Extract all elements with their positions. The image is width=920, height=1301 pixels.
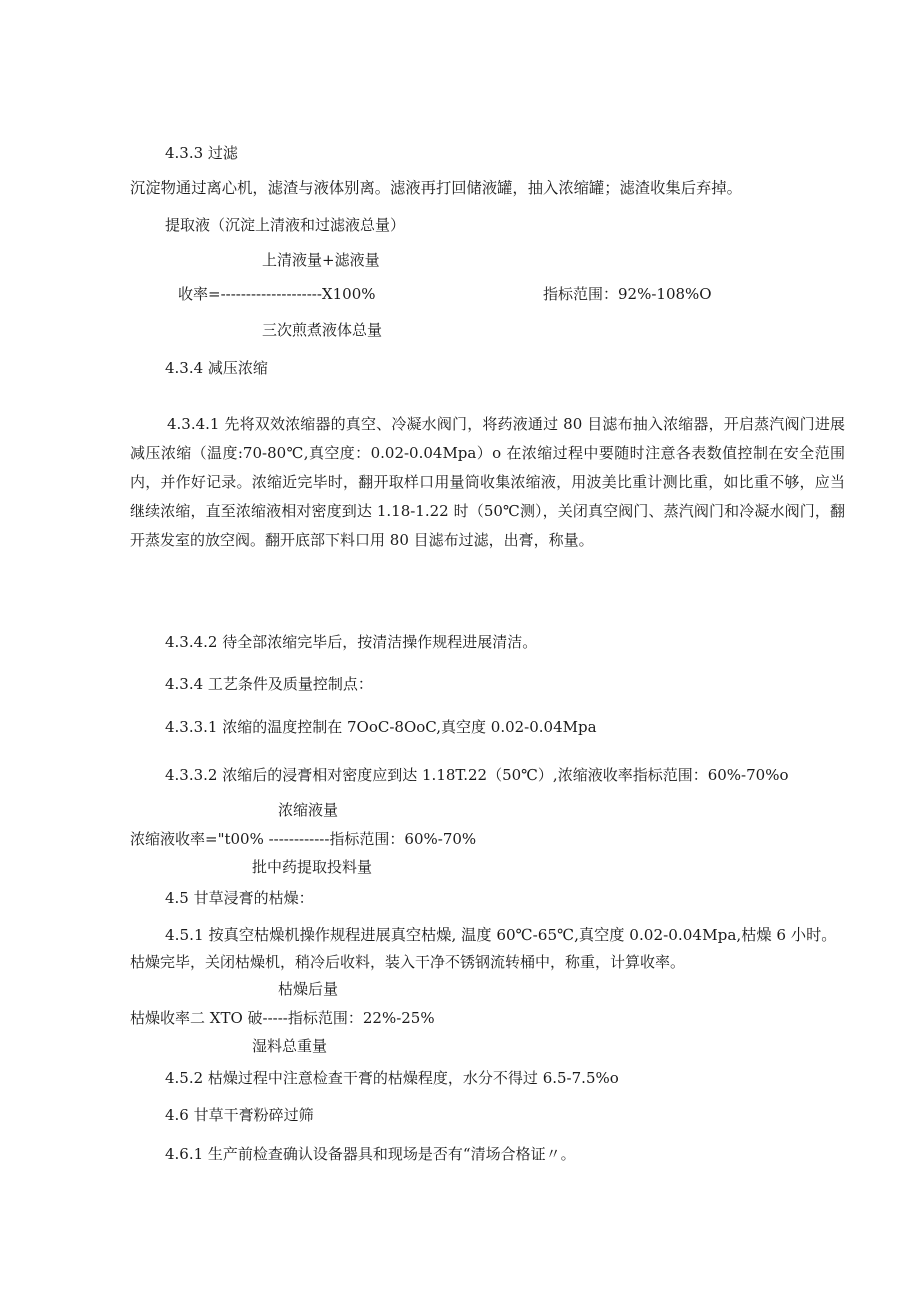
formula1-main: 收率=--------------------X100% <box>178 285 376 303</box>
section-heading-4-5: 4.5 甘草浸膏的枯燥： <box>165 889 314 907</box>
section-heading-4-3-4: 4.3.4 减压浓缩 <box>165 359 268 377</box>
extract-definition: 提取液（沉淀上清液和过滤液总量） <box>165 216 406 234</box>
paragraph-4-5-1-line2: 枯燥完毕，关闭枯燥机，稍冷后收料，装入干净不锈钢流转桶中，称重，计算收率。 <box>130 953 686 971</box>
paragraph-4-5-1-line1: 4.5.1 按真空枯燥机操作规程进展真空枯燥, 温度 60℃-65℃,真空度 0.02-0.04Mpa,枯燥 6 小时。 <box>165 926 837 944</box>
formula3-main: 枯燥收率二 XTO 破-----指标范围：22%-25% <box>130 1009 435 1027</box>
paragraph-4-5-2: 4.5.2 枯燥过程中注意检查干膏的枯燥程度，水分不得过 6.5-7.5%o <box>165 1069 619 1087</box>
section-heading-4-3-3: 4.3.3 过滤 <box>165 144 238 162</box>
paragraph-4-3-4-2: 4.3.4.2 待全部浓缩完毕后，按清洁操作规程进展清洁。 <box>165 633 538 651</box>
formula3-denominator: 湿料总重量 <box>252 1037 328 1055</box>
formula2-main: 浓缩液收率="t00% ------------指标范围：60%-70% <box>130 830 477 848</box>
paragraph-4-3-3-1: 4.3.3.1 浓缩的温度控制在 7OoC-8OoC,真空度 0.02-0.04Mpa <box>165 718 597 736</box>
section-heading-process-conditions: 4.3.4 工艺条件及质量控制点： <box>165 675 373 693</box>
formula2-numerator: 浓缩液量 <box>278 801 339 819</box>
section-heading-4-6: 4.6 甘草干膏粉碎过筛 <box>165 1106 314 1124</box>
paragraph-4-3-4-1: 4.3.4.1 先将双效浓缩器的真空、冷凝水阀门，将药液通过 80 目滤布抽入浓缩器，开启蒸汽阀门进展减压浓缩（温度:70-80℃,真空度：0.02-0.04Mpa）o 在浓缩过程中要随时注意各表数值控制在安全范围内，并作好记录。浓缩近完毕时，翻开取样口用量筒收集浓缩液，用波美比重计测比重，如比重不够，应当继续浓缩，直至浓缩液相对密度到达 1.18-1.22 时（50℃测），关闭真空阀门、蒸汽阀门和冷凝水阀门，翻开蒸发室的放空阀。翻开底部下料口用 80 目滤布过滤，出膏，称量。 <box>130 415 845 549</box>
paragraph-filtration: 沉淀物通过离心机，滤渣与液体别离。滤液再打回储液罐，抽入浓缩罐；滤渣收集后弃掉。 <box>130 179 742 197</box>
formula1-denominator: 三次煎煮液体总量 <box>262 321 383 339</box>
formula2-denominator: 批中药提取投料量 <box>252 858 373 876</box>
formula1-range: 指标范围：92%-108%O <box>543 285 712 303</box>
formula3-numerator: 枯燥后量 <box>278 980 339 998</box>
formula1-numerator: 上清液量+滤液量 <box>262 251 380 269</box>
paragraph-4-6-1: 4.6.1 生产前检查确认设备器具和现场是否有“清场合格证〃。 <box>165 1145 576 1163</box>
paragraph-4-3-3-2: 4.3.3.2 浓缩后的浸膏相对密度应到达 1.18T.22（50℃）,浓缩液收率指标范围：60%-70%o <box>165 766 789 784</box>
